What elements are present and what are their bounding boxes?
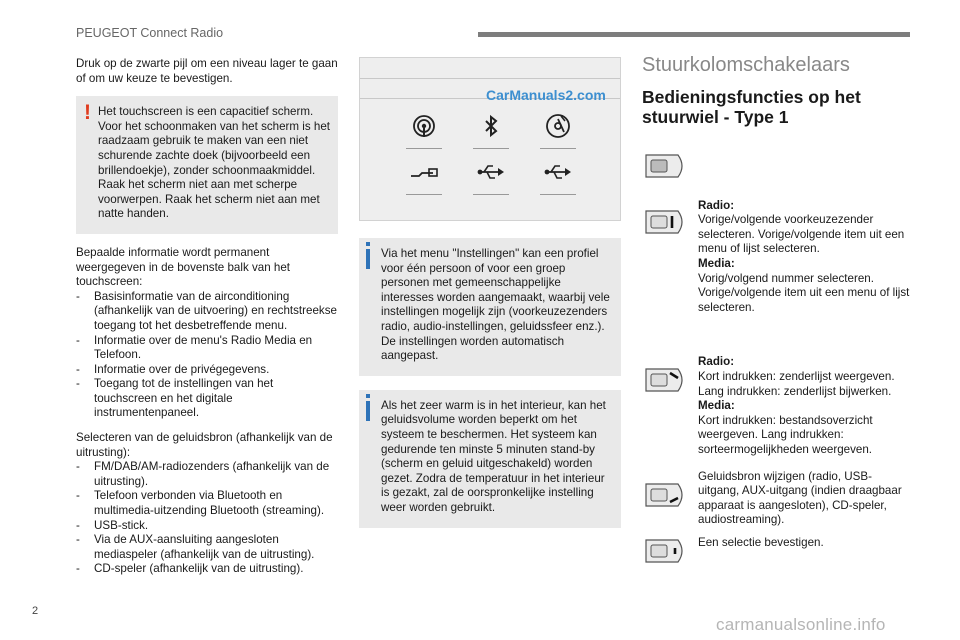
screen-watermark: CarManuals2.com	[486, 87, 606, 103]
column-1	[76, 57, 338, 577]
warning-icon: !	[84, 101, 91, 125]
list-item: - Toegang tot de instellingen van het touchscreen en het digitale instrumentenpaneel.	[76, 377, 338, 421]
list-item: - Via de AUX-aansluiting aangesloten mediaspeler (afhankelijk van de uitrusting).	[76, 533, 338, 562]
intro-text: Druk op de zwarte pijl om een niveau lager te gaan of om uw keuze te bevestigen.	[76, 57, 338, 85]
list-item: - FM/DAB/AM-radiozenders (afhankelijk van de uitrusting).	[76, 460, 338, 489]
info-icon	[366, 249, 370, 269]
source-intro: Selecteren van de geluidsbron (afhankelijk van de uitrusting):	[76, 431, 333, 459]
radio-label: Radio:	[698, 355, 735, 369]
source-screen-illustration	[359, 57, 621, 221]
section-title: Stuurkolomschakelaars	[642, 54, 850, 76]
list-item: - Informatie over de privégegevens.	[76, 363, 338, 378]
media-description: Vorig/volgend nummer selecteren. Vorige/volgende item uit een menu of lijst selecteren.	[698, 271, 910, 314]
info-text: Via het menu "Instellingen" kan een profiel voor één persoon of voor een groep personen met gemeenschappelijke interesses worden aangemaakt, waarbij vele instellingen mogelijk zijn (voorkeuzezenders radio, audio-instellingen, geluidssfeer enz.). De instellingen worden automatisch aangepast.	[381, 247, 610, 363]
page-number: 2	[32, 605, 39, 617]
info-box-temperature	[359, 390, 621, 528]
header-title: PEUGEOT Connect Radio	[76, 26, 224, 40]
steering-switch-icon	[642, 536, 688, 566]
warning-text: Het touchscreen is een capacitief scherm. Voor het schoonmaken van het scherm is het raadzaam gebruik te maken van een niet schurende zachte doek (bijvoorbeeld een brillendoekje), zonder schoonmaakmiddel. Raak het scherm niet aan met scherpe voorwerpen. Raak het scherm niet aan met natte handen.	[98, 105, 331, 221]
column-3	[642, 54, 910, 560]
confirm-description: Een selectie bevestigen.	[698, 535, 824, 549]
steering-switch-icon	[642, 151, 688, 181]
source-list	[76, 460, 338, 577]
list-item: - Informatie over de menu's Radio Media en Telefoon.	[76, 334, 338, 363]
section-subtitle: Bedieningsfuncties op het stuurwiel - Type 1	[642, 86, 861, 127]
radio-description: Kort indrukken: zenderlijst weergeven. Lang indrukken: zenderlijst bijwerken.	[698, 369, 895, 398]
media-description: Kort indrukken: bestandsoverzicht weergeven. Lang indrukken: sorteermogelijkheden weergeven.	[698, 413, 873, 456]
control-source-change	[642, 470, 910, 528]
media-label: Media:	[698, 256, 735, 270]
header-bar	[478, 32, 910, 37]
list-item: - Basisinformatie van de airconditioning (afhankelijk van de uitvoering) en rechtstreekse toegang tot het desbetreffende menu.	[76, 290, 338, 334]
info-text: Als het zeer warm is in het interieur, kan het geluidsvolume worden beperkt om het systeem te beschermen. Het systeem kan gedurende ten minste 5 minuten stand-by (scherm en geluid uitgeschakeld) worden gezet. Zodra de temperatuur in het interieur is gezakt, zal de oorspronkelijke instelling weer worden gebruikt.	[381, 398, 606, 514]
radio-icon[interactable]	[406, 108, 442, 144]
column-2	[359, 57, 621, 542]
list-item: - CD-speler (afhankelijk van de uitrusting).	[76, 562, 338, 577]
aux-icon[interactable]	[406, 154, 442, 190]
usb-icon[interactable]	[540, 154, 576, 190]
control-list-display	[642, 355, 910, 457]
permanent-info-intro: Bepaalde informatie wordt permanent weergegeven in de bovenste balk van het touchscreen:	[76, 245, 290, 289]
steering-control-overview	[642, 151, 910, 187]
list-item: - USB-stick.	[76, 519, 338, 534]
warning-box	[76, 96, 338, 234]
control-prev-next	[642, 199, 910, 316]
steering-switch-icon	[642, 365, 688, 395]
steering-switch-icon	[642, 480, 688, 510]
bluetooth-icon[interactable]	[473, 108, 509, 144]
info-box-profiles	[359, 238, 621, 376]
radio-label: Radio:	[698, 198, 735, 212]
control-confirm	[642, 536, 910, 551]
radio-description: Vorige/volgende voorkeuzezender selecteren. Vorige/volgende item uit een menu of lijst selecteren.	[698, 213, 905, 256]
source-change-description: Geluidsbron wijzigen (radio, USB-uitgang, AUX-uitgang (indien draagbaar apparaat is aangesloten), CD-speler, audiostreaming).	[698, 469, 902, 527]
cd-icon[interactable]	[540, 108, 576, 144]
list-item: - Telefoon verbonden via Bluetooth en multimedia-uitzending Bluetooth (streaming).	[76, 489, 338, 518]
steering-switch-icon	[642, 207, 688, 237]
watermark: carmanualsonline.info	[716, 615, 886, 634]
info-icon	[366, 401, 370, 421]
permanent-info-list	[76, 290, 338, 421]
usb-icon[interactable]	[473, 154, 509, 190]
media-label: Media:	[698, 399, 735, 413]
